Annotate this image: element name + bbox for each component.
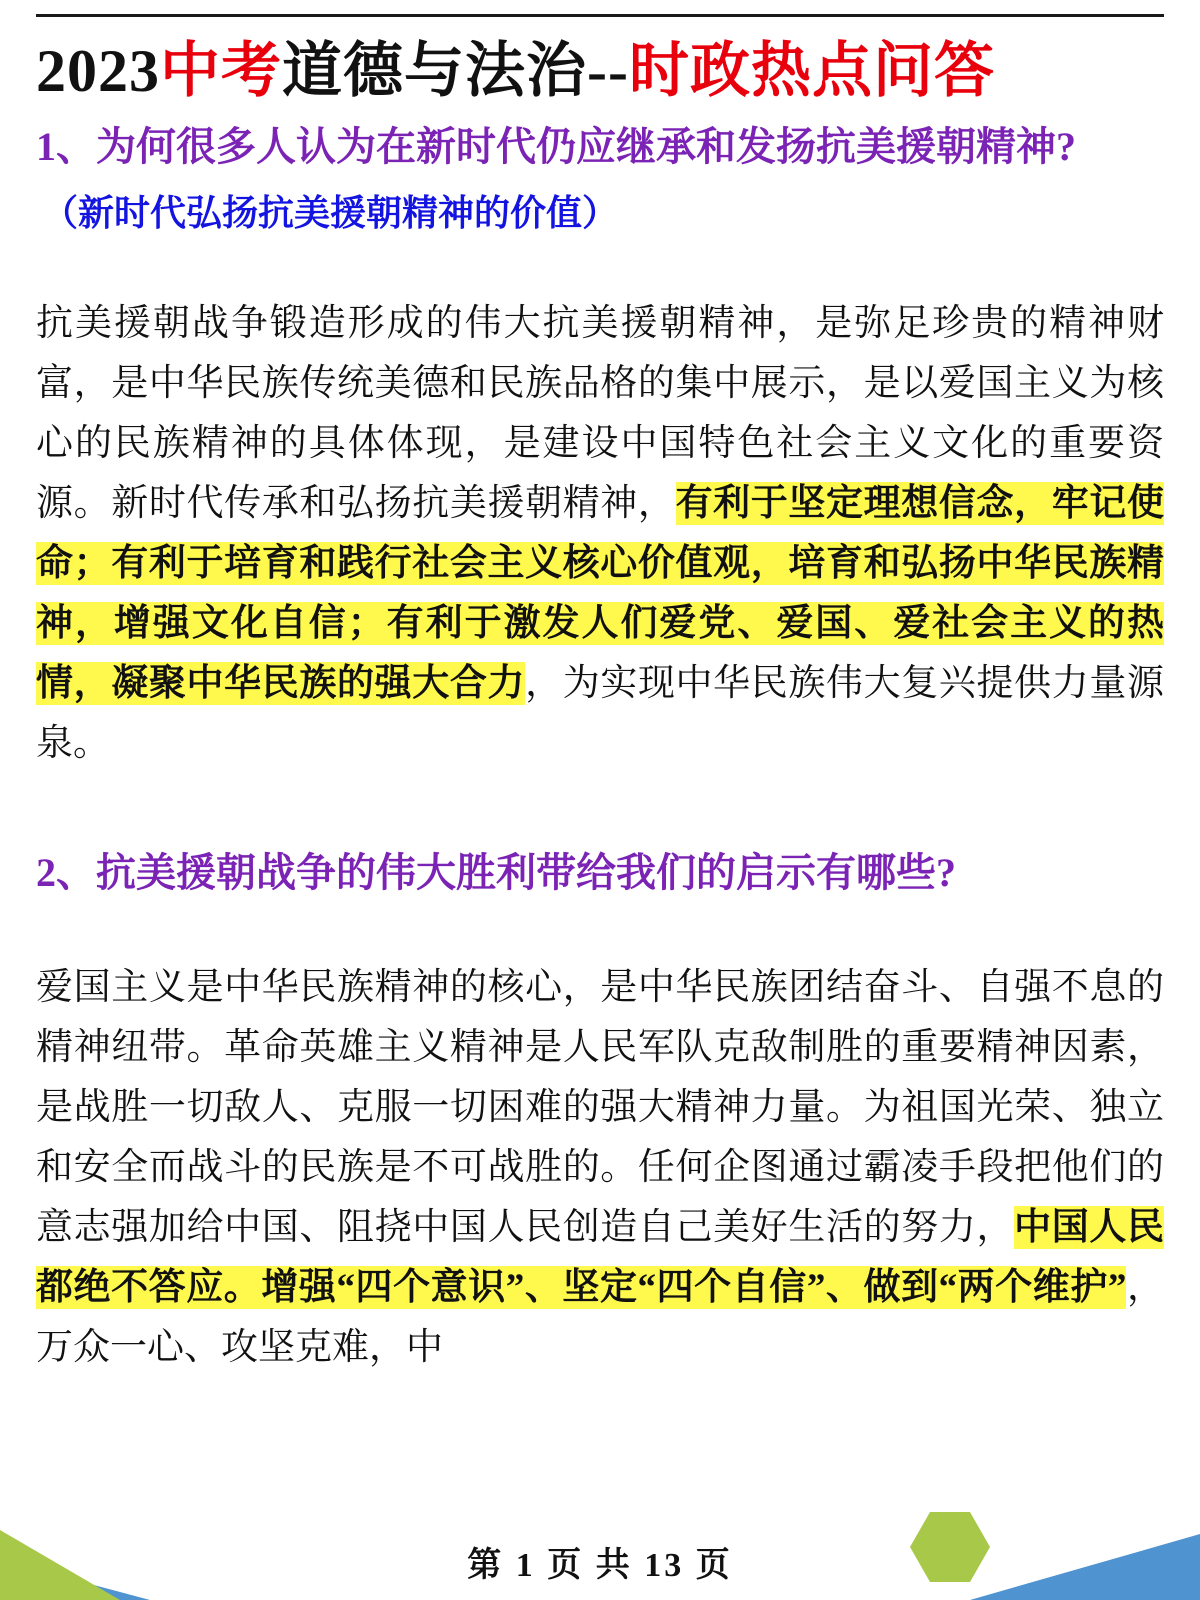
answer-1-text-a: 抗美援朝战争锻造形成的伟大抗美援朝精神，是弥足珍贵的精神财富，是中华民族传统美德和民族品格的集中展示，是以爱国主义为核心的民族精神的具体体现，是建设中国特色社会主义文化的重要资源。新时代传承和弘扬抗美援朝精神， xyxy=(36,303,1164,525)
answer-2-highlight: 中国人民都绝不答应。增强“四个意识”、坚定“四个自信”、做到“两个维护” xyxy=(36,1206,1165,1308)
answer-2-text-a: 爱国主义是中华民族精神的核心，是中华民族团结奋斗、自强不息的精神纽带。革命英雄主义精神是人民军队克敌制胜的重要精神因素，是战胜一切敌人、克服一切困难的强大精神力量。为祖国光荣、独立和安全而战斗的民族是不可战胜的。任何企图通过霸凌手段把他们的意志强加给中国、阻挠中国人民创造自己美好生活的努力， xyxy=(36,966,1164,1248)
page-number: 第 1 页 共 13 页 xyxy=(467,1547,733,1584)
question-1-heading: 1、为何很多人认为在新时代仍应继承和发扬抗美援朝精神? xyxy=(36,124,1076,169)
page-footer xyxy=(0,1504,1200,1600)
answer-1-text-b: ，为实现中华民族伟大复兴提供力量源泉。 xyxy=(36,663,1165,764)
title-part-topic: 时政热点问答 xyxy=(628,38,995,104)
question-2-answer xyxy=(36,958,1164,1378)
question-2-heading: 2、抗美援朝战争的伟大胜利带给我们的启示有哪些? xyxy=(36,849,956,895)
spacer xyxy=(36,238,1164,294)
answer-1-highlight: 有利于坚定理想信念，牢记使命；有利于培育和践行社会主义核心价值观，培育和弘扬中华民族精神，增强文化自信；有利于激发人们爱党、爱国、爱社会主义的热情，凝聚中华民族的强大合力 xyxy=(36,483,1165,705)
title-part-year: 2023 xyxy=(36,38,160,104)
spacer xyxy=(36,774,1164,844)
answer-2-text-b: ，万众一心、攻坚克难，中 xyxy=(36,1266,1164,1368)
spacer xyxy=(36,902,1164,958)
question-1-answer xyxy=(36,294,1164,774)
header-divider xyxy=(36,14,1164,17)
title-part-exam: 中考 xyxy=(160,38,282,104)
question-1-subheading: （新时代弘扬抗美援朝精神的价值） xyxy=(42,193,619,233)
title-part-subject: 道德与法治-- xyxy=(282,38,629,104)
